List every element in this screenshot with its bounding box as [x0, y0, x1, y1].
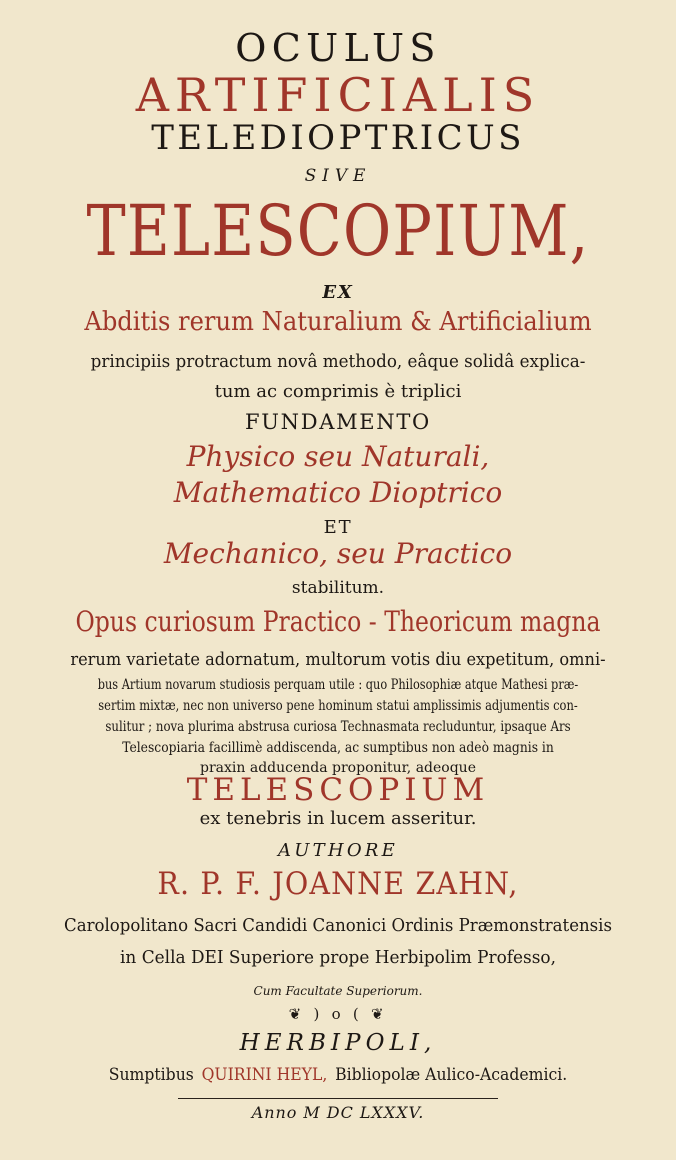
imprint-divider	[178, 1098, 498, 1099]
title-sive: SIVE	[304, 166, 372, 186]
intro-stabilitum: stabilitum.	[291, 578, 385, 598]
opus-telescopium: TELESCOPIUM	[186, 772, 490, 808]
author-name: R. P. F. JOANNE ZAHN,	[157, 866, 519, 902]
opus-line-4: sertim mixtæ, nec non universo pene hominum statui amplissimis adjumentis con-	[98, 698, 578, 714]
title-oculus: OCULUS	[235, 26, 441, 70]
title-telescopium: TELESCOPIUM,	[86, 190, 590, 272]
author-facultate: Cum Facultate Superiorum.	[253, 984, 423, 998]
intro-principiis: principiis protractum novâ methodo, eâque solidâ explica-	[90, 351, 586, 372]
author-line-1: Carolopolitano Sacri Candidi Canonici Ordinis Præmonstratensis	[64, 915, 612, 936]
intro-et: ET	[323, 517, 353, 538]
imprint-bibliopolae: Bibliopolæ Aulico-Academici.	[335, 1065, 568, 1085]
author-authore: AUTHORE	[277, 840, 398, 861]
opus-line-6: Telescopiaria facillimè addiscenda, ac sumptibus non adeò magnis in	[122, 740, 554, 756]
imprint-printer: QUIRINI HEYL,	[201, 1065, 328, 1085]
intro-fundamento: FUNDAMENTO	[245, 410, 431, 434]
ornament: ❦ ) o ( ❦	[288, 1005, 388, 1023]
opus-line-1: Opus curiosum Practico - Theoricum magna	[75, 605, 601, 638]
intro-mathematico: Mathematico Dioptrico	[173, 476, 503, 509]
imprint-publisher	[27, 1065, 649, 1085]
author-line-2: in Cella DEI Superiore prope Herbipolim Professo,	[120, 947, 556, 968]
imprint-anno: Anno M DC LXXXV.	[251, 1103, 425, 1122]
opus-line-3: bus Artium novarum studiosis perquam utile : quo Philosophiæ atque Mathesi præ-	[97, 677, 579, 693]
opus-line-7: praxin adducenda proponitur, adeoque	[200, 760, 476, 776]
intro-abditis: Abditis rerum Naturalium & Artificialium	[84, 307, 592, 337]
intro-tum: tum ac comprimis è triplici	[214, 381, 462, 402]
opus-line-5: sulitur ; nova plurima abstrusa curiosa Technasmata recluduntur, ipsaque Ars	[105, 719, 571, 735]
intro-mechanico: Mechanico, seu Practico	[163, 537, 513, 570]
imprint-sumptibus: Sumptibus	[108, 1065, 194, 1085]
title-artificialis: ARTIFICIALIS	[135, 68, 541, 122]
title-teledioptricus: TELEDIOPTRICUS	[151, 118, 525, 158]
imprint-city: HERBIPOLI,	[239, 1030, 437, 1056]
intro-ex: EX	[322, 282, 354, 303]
opus-line-2: rerum varietate adornatum, multorum votis diu expetitum, omni-	[70, 649, 606, 670]
intro-physico: Physico seu Naturali,	[186, 440, 490, 473]
opus-tenebris: ex tenebris in lucem asseritur.	[199, 808, 477, 829]
